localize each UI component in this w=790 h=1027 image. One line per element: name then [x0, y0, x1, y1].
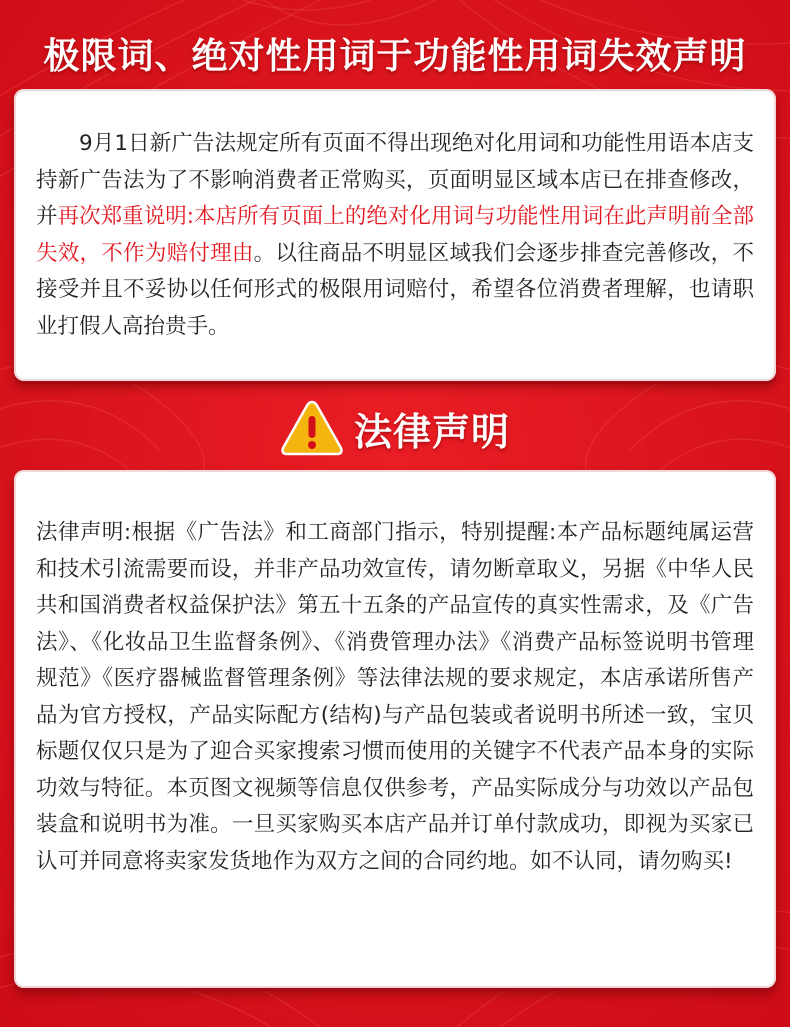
legal-title: 法律声明	[353, 409, 510, 454]
disclaimer-text	[36, 126, 754, 345]
disclaimer-title: 极限词、绝对性用词于功能性用词失效声明	[43, 36, 747, 77]
legal-card	[14, 470, 776, 988]
disclaimer-text-after: 。以往商品不明显区域我们会逐步排查完善修改，不接受并且不妥协以任何形式的极限用词赔付，希望各位消费者理解，也请职业打假人高抬贵手。	[36, 240, 754, 339]
warning-triangle-icon	[280, 399, 344, 457]
legal-text: 法律声明:根据《广告法》和工商部门指示，特别提醒:本产品标题纯属运营和技术引流需要而设，并非产品功效宣传，请勿断章取义，另据《中华人民共和国消费者权益保护法》第五十五条的产品宣传的真实性需求，及《广告法》、《化妆品卫生监督条例》、《消费管理办法》《消费产品标签说明书管理规范》《医疗器械监督管理条例》等法律法规的要求规定，本店承诺所售产品为官方授权，产品实际配方(结构)与产品包装或者说明书所述一致，宝贝标题仅仅只是为了迎合买家搜索习惯而使用的关键字不代表产品本身的实际功效与特征。本页图文视频等信息仅供参考，产品实际成分与功效以产品包装盒和说明书为准。一旦买家购买本店产品并订单付款成功，即视为买家已认可并同意将卖家发货地作为双方之间的合同约地。如不认同，请勿购买!	[36, 520, 754, 874]
disclaimer-text-before: 9月1日新广告法规定所有页面不得出现绝对化用词和功能性用语本店支持新广告法为了不影响消费者正常购买，页面明显区域本店已在排查修改，并	[36, 131, 754, 229]
disclaimer-text-highlight: 再次郑重说明:本店所有页面上的绝对化用词与功能性用词在此声明前全部失效，不作为赔付理由	[36, 204, 754, 266]
disclaimer-card	[14, 89, 776, 381]
legal-heading	[0, 396, 790, 460]
